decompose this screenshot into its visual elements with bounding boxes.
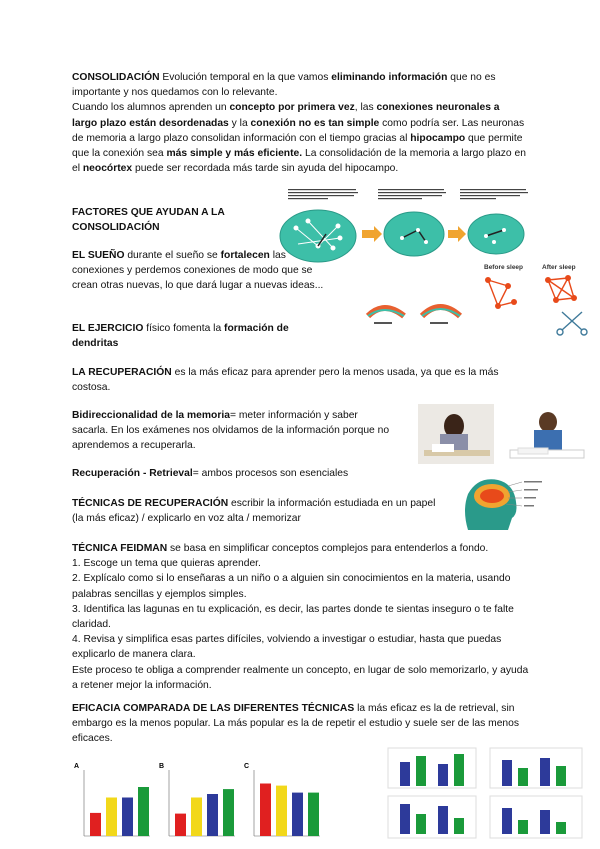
students-photo-2 — [504, 404, 588, 464]
sleep-network-figure — [478, 260, 588, 340]
feidman-step-2: 2. Explícalo como si lo enseñaras a un niño o a alguien sin conocimientos en la materia, usando palabras sencillas y ejemplos simples. — [72, 573, 511, 600]
neuron-oval-2 — [384, 212, 444, 256]
bar — [90, 813, 101, 836]
sleep-network-svg — [478, 268, 588, 344]
bar — [106, 798, 117, 837]
recuperacion-title: LA RECUPERACIÓN — [72, 367, 172, 378]
bar — [502, 760, 512, 786]
bar — [502, 808, 512, 834]
bar — [454, 754, 464, 786]
panel-label: C — [244, 763, 250, 770]
brain-head-svg — [458, 474, 548, 536]
neuron-oval-1 — [280, 210, 356, 262]
text-span: se basa en simplificar conceptos complejos para entenderlos a fondo. — [167, 543, 489, 554]
student-reading-svg — [418, 404, 494, 464]
bar — [175, 814, 186, 836]
feidman-intro — [72, 541, 530, 556]
bar — [556, 766, 566, 786]
consolidacion-paragraph-1 — [72, 70, 527, 100]
bar — [416, 756, 426, 786]
section-recuperacion — [72, 365, 527, 395]
bar — [138, 787, 149, 836]
section-ejercicio — [72, 321, 322, 351]
consolidacion-title: CONSOLIDACIÓN — [72, 72, 160, 83]
comparison-bar-charts-svg — [72, 756, 322, 844]
feidman-step-4: 4. Revisa y simplifica esas partes difíciles, volviendo a investigar o estudiar, hasta que puedas explicarlo de manera clara. — [72, 634, 502, 661]
text-span: puede ser recordada más tarde sin ayuda del hipocampo. — [132, 163, 399, 175]
bold-span: conexiones neuronales a largo plazo están desordenadas — [72, 102, 500, 129]
caption-lines-3 — [460, 189, 528, 199]
feidman-title: TÉCNICA FEIDMAN — [72, 543, 168, 554]
text-span: y la — [228, 117, 251, 129]
bar-chart-panel-c — [244, 763, 320, 836]
student-head — [539, 412, 557, 432]
bar-chart-panel-a — [74, 763, 150, 836]
ejercicio-title: EL EJERCICIO — [72, 323, 144, 334]
before-sleep-label: Before sleep — [484, 264, 524, 271]
arrow-icon — [448, 226, 466, 242]
panel-group-right — [490, 748, 582, 838]
brain-inner — [480, 489, 504, 503]
bar — [122, 798, 133, 837]
text-span: que no es importante y nos quedamos con lo relevante. — [72, 72, 496, 99]
text-span: , las — [354, 102, 377, 114]
bar — [223, 789, 234, 836]
bold-span: neocórtex — [82, 163, 133, 175]
comparison-charts — [72, 756, 322, 844]
eficacia-title: EFICACIA COMPARADA DE LAS DIFERENTES TÉCNICAS — [72, 703, 355, 714]
caption-line — [374, 322, 392, 324]
nodes-before — [485, 277, 517, 309]
bold-span: eliminando información — [331, 72, 448, 83]
bar — [276, 786, 287, 836]
bar — [540, 810, 550, 834]
sueno-title: EL SUEÑO — [72, 250, 125, 261]
caption-lines-2 — [378, 189, 446, 199]
text-span: físico fomenta la — [143, 323, 225, 334]
section-feidman — [72, 541, 530, 693]
bold-span: hipocampo — [410, 132, 466, 144]
bar — [416, 814, 426, 834]
consolidation-diagram-svg — [278, 186, 538, 266]
tecnicas-title: TÉCNICAS DE RECUPERACIÓN — [72, 498, 229, 509]
small-panel-charts — [380, 738, 590, 844]
text-span: durante el sueño se — [124, 250, 221, 261]
text-span: las conexiones y perdemos conexiones de modo que se crean otras nuevas, lo que dará lugar a nuevas ideas... — [72, 250, 324, 292]
text-span: = ambos procesos son esenciales — [192, 468, 349, 479]
text-span: la más eficaz es la de retrieval, sin embargo es la menos popular. La más popular es la de repetir el estudio y suele ser de las menos eficaces. — [72, 703, 520, 745]
text-span: que permite que la conexión sea — [72, 132, 523, 160]
panel-label: B — [159, 763, 165, 770]
students-photo-1 — [418, 404, 494, 464]
bar — [400, 762, 410, 786]
student-writing-svg — [504, 404, 588, 464]
small-panels-svg — [380, 738, 590, 844]
text-span: escribir la información estudiada en un papel (la más eficaz) / explicarlo en voz alta / memorizar — [72, 498, 436, 525]
section-factores — [72, 205, 262, 235]
panel-label: A — [74, 763, 80, 770]
feidman-step-3: 3. Identifica las lagunas en tu explicación, es decir, las partes donde te sientas inseguro o te falte claridad. — [72, 603, 514, 631]
bar — [518, 768, 528, 786]
bar — [207, 794, 218, 836]
section-tecnicas — [72, 496, 442, 526]
bidi-title: Bidireccionalidad de la memoria — [72, 410, 230, 421]
bar — [438, 806, 448, 834]
text-span: como podría ser. Las neuronas de memoria a largo plazo consolidan información con el tiempo gracias al — [72, 117, 525, 144]
bar-chart-panel-b — [159, 763, 235, 836]
bold-span: conexión no es tan simple — [250, 117, 380, 129]
bar — [556, 822, 566, 834]
neuron-oval-3 — [468, 214, 524, 254]
bold-span: concepto por primera vez — [229, 102, 355, 114]
arrow-icon — [362, 226, 382, 242]
bar — [540, 758, 550, 786]
brain-head-figure — [458, 474, 548, 536]
bar — [260, 784, 271, 837]
text-span: Evolución temporal en la que vamos — [159, 72, 332, 83]
book — [432, 444, 454, 452]
factores-title: FACTORES QUE AYUDAN A LA CONSOLIDACIÓN — [72, 207, 225, 234]
feidman-step-1: 1. Escoge un tema que quieras aprender. — [72, 558, 261, 570]
dendrite-svg — [364, 296, 474, 328]
network-after — [548, 278, 574, 300]
scissors-icon — [557, 312, 587, 335]
bar — [438, 764, 448, 786]
bar — [191, 798, 202, 837]
dendrite-figure — [364, 296, 474, 328]
section-bidireccionalidad — [72, 408, 392, 454]
panel-group-left — [388, 748, 476, 838]
text-span: Cuando los alumnos aprenden un — [72, 102, 230, 114]
notebook — [518, 448, 548, 454]
bold-span: formación de dendritas — [72, 323, 289, 350]
feidman-outro: Este proceso te obliga a comprender realmente un concepto, en lugar de solo memorizarlo, y ayuda a retener mejor la información. — [72, 664, 529, 691]
text-span: La consolidación de la memoria a largo plazo en el — [72, 148, 526, 175]
section-consolidacion — [72, 70, 527, 176]
caption-line — [430, 322, 448, 324]
bar — [400, 804, 410, 834]
bar — [518, 820, 528, 834]
after-sleep-label: After sleep — [542, 264, 576, 271]
bold-span: más simple y más eficiente. — [166, 148, 303, 160]
bar — [454, 818, 464, 834]
bar — [308, 793, 319, 836]
text-span: es la más eficaz para aprender pero la menos usada, ya que es la más costosa. — [72, 367, 499, 394]
pointer-labels — [524, 481, 542, 507]
section-retrieval — [72, 466, 392, 481]
bar — [292, 793, 303, 836]
consolidation-diagram — [278, 186, 538, 266]
text-span: = meter información y saber sacarla. En los exámenes nos olvidamos de la información porque no aprendemos a recuperarla. — [72, 410, 390, 452]
bold-span: fortalecen — [220, 250, 270, 261]
consolidacion-paragraph-2 — [72, 100, 527, 176]
retrieval-title: Recuperación - Retrieval — [72, 468, 193, 479]
